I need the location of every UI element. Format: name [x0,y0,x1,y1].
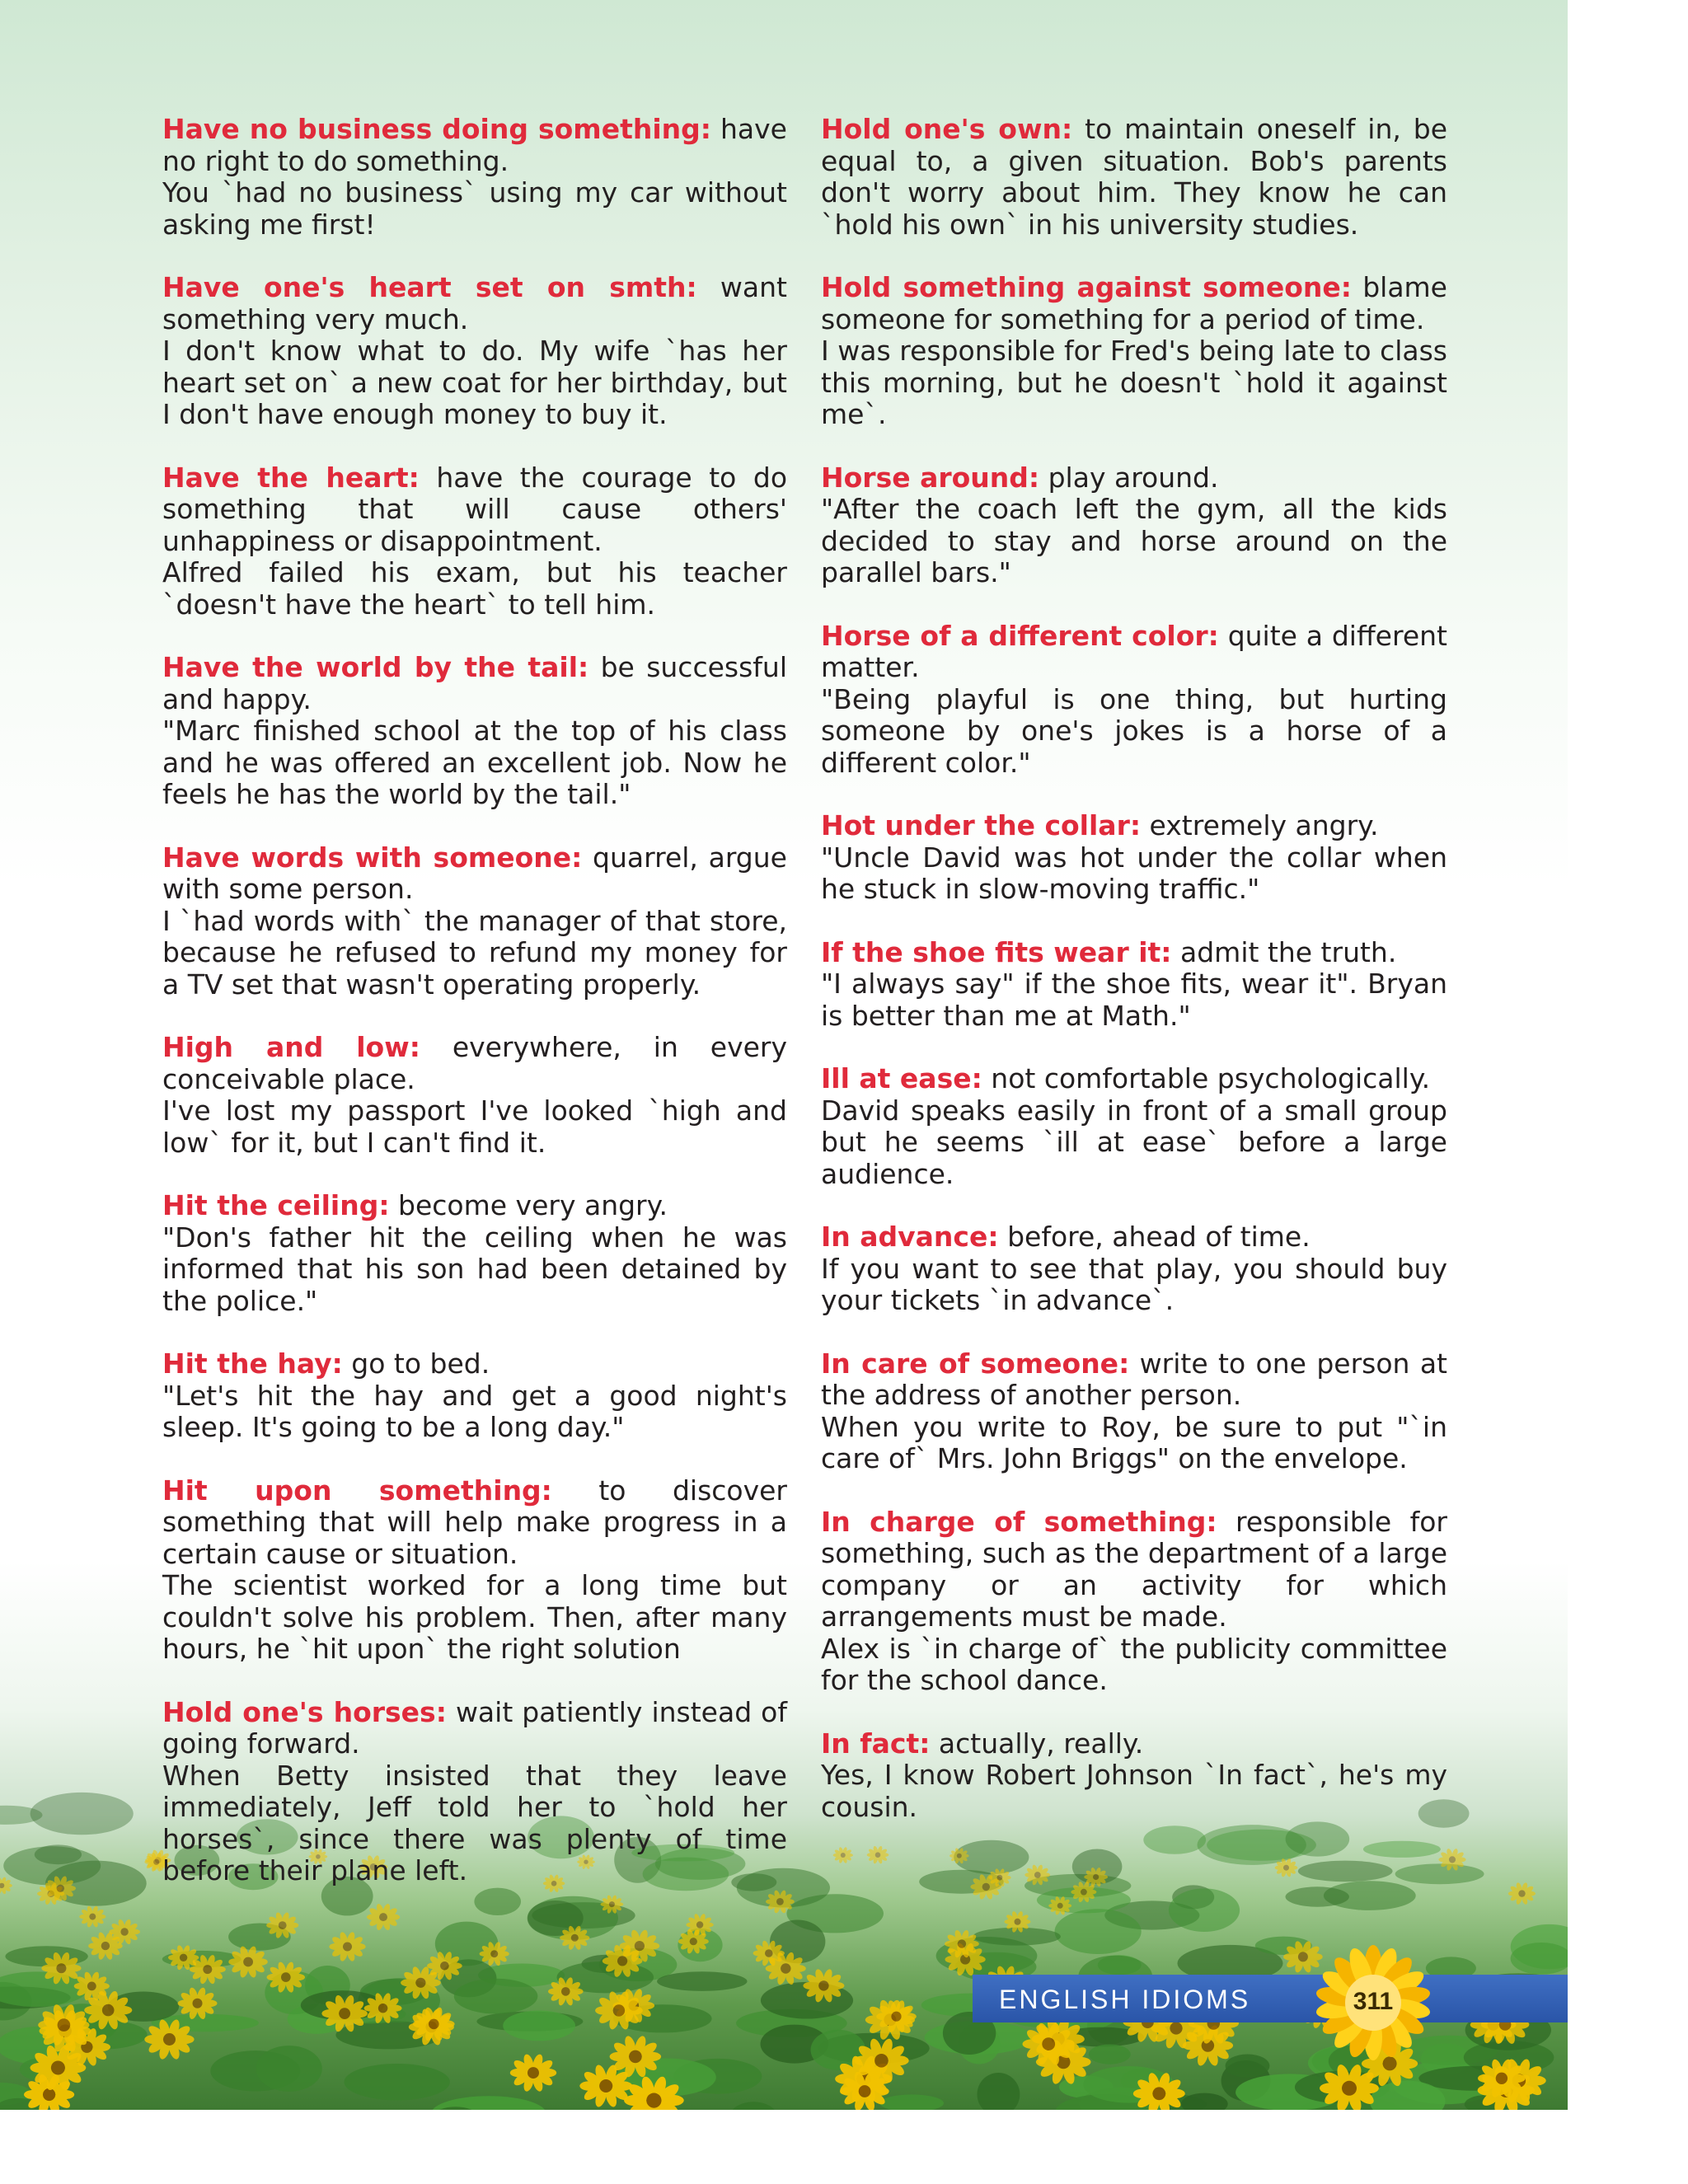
idiom-definition: wait patiently instead of going forward. When Betty insisted that they leave immediately, Jeff told her to `hold her horses`, since there was plenty of time before their plane left. [162,1695,787,1886]
idiom-term: Have one's heart set on smth: [162,271,697,303]
idiom-term: Hold one's own: [821,113,1073,145]
idiom-entry [162,462,787,621]
idiom-term: In care of someone: [821,1347,1130,1380]
idiom-entry [821,462,1447,589]
idiom-definition: responsible for something, such as the department of a large company or an activity for which arrangements must be made. Alex is `in charge of` the publicity committee for the school dance. [821,1505,1447,1696]
idiom-definition: extremely angry. "Uncle David was hot under the collar when he stuck in slow-moving traffic." [821,809,1447,905]
idiom-entry [162,652,787,811]
idiom-entry [821,937,1447,1033]
idiom-entry [821,1348,1447,1475]
idiom-entry [821,1507,1447,1697]
idiom-term: Horse around: [821,461,1040,494]
idiom-term: In fact: [821,1727,931,1760]
idiom-term: Hit the ceiling: [162,1189,390,1221]
idiom-definition: be successful and happy. "Marc finished school at the top of his class and he was offered an excellent job. Now he feels he has the world by the tail." [162,651,787,810]
idiom-term: Horse of a different color: [821,619,1219,652]
idiom-term: Have no business doing something: [162,113,711,145]
idiom-entry [821,114,1447,241]
idiom-definition: not comfortable psychologically. David speaks easily in front of a small group but he seems `ill at ease` before a large audience. [821,1062,1447,1190]
idiom-definition: quarrel, argue with some person. I `had words with` the manager of that store, because he refused to refund my money for a TV set that wasn't operating properly. [162,841,787,1001]
idiom-entry [821,1728,1447,1824]
idiom-entry [162,272,787,431]
idiom-term: In charge of something: [821,1505,1217,1538]
idiom-term: Have the world by the tail: [162,651,589,683]
idiom-definition: write to one person at the address of another person. When you write to Roy, be sure to put "`in care of` Mrs. John Briggs" on the envelope. [821,1347,1447,1474]
idiom-definition: become very angry. "Don's father hit the ceiling when he was informed that his son had been detained by the police." [162,1189,787,1317]
idiom-definition: have no right to do something. You `had no business` using my car without asking me first! [162,113,787,241]
idiom-entry [821,1221,1447,1317]
idiom-entry [162,114,787,241]
idiom-entry [162,1697,787,1887]
idiom-definition: before, ahead of time. If you want to see that play, you should buy your tickets `in advance`. [821,1221,1447,1316]
idiom-definition: admit the truth. "I always say" if the shoe fits, wear it". Bryan is better than me at Math." [821,935,1447,1032]
idiom-term: Have words with someone: [162,841,583,874]
left-column [162,114,787,1919]
idiom-entry [162,1475,787,1666]
idiom-entry [821,621,1447,780]
idiom-definition: to maintain oneself in, be equal to, a given situation. Bob's parents don't worry about him. They know he can `hold his own` in his university studies. [821,113,1448,241]
idiom-term: Hit the hay: [162,1347,343,1380]
page-number: 311 [1353,1988,1394,2015]
idiom-definition: play around. "After the coach left the gym, all the kids decided to stay and horse around on the parallel bars." [821,461,1447,588]
idiom-term: In advance: [821,1221,999,1253]
idiom-entry [162,842,787,1001]
idiom-definition: have the courage to do something that will cause others' unhappiness or disappointment. Alfred failed his exam, but his teacher `doesn't have the heart` to tell him. [162,461,788,621]
idiom-entry [162,1032,787,1159]
idiom-entry [162,1190,787,1317]
idiom-term: Hold something against someone: [821,271,1352,303]
idiom-term: Hot under the collar: [821,809,1142,841]
idiom-definition: want something very much. I don't know what to do. My wife `has her heart set on` a new coat for her birthday, but I don't have enough money to buy it. [162,271,787,430]
idiom-definition: everywhere, in every conceivable place. I've lost my passport I've looked `high and low` for it, but I can't find it. [162,1031,787,1159]
idiom-entry [162,1348,787,1444]
idiom-term: Hold one's horses: [162,1695,447,1728]
idiom-entry [821,1063,1447,1190]
idiom-definition: go to bed. "Let's hit the hay and get a good night's sleep. It's going to be a long day." [162,1347,787,1443]
right-column [821,114,1447,1854]
idiom-definition: quite a different matter. "Being playful is one thing, but hurting someone by one's jokes is a horse of a different color." [821,619,1447,779]
idiom-definition: actually, really. Yes, I know Robert Johnson `In fact`, he's my cousin. [821,1727,1447,1823]
idiom-definition: to discover something that will help make progress in a certain cause or situation. The scientist worked for a long time but couldn't solve his problem. Then, after many hours, he `hit upon` the right solution [162,1474,787,1665]
footer-label: ENGLISH IDIOMS [999,1985,1251,2014]
idiom-term: Hit upon something: [162,1474,552,1507]
idiom-term: If the shoe fits wear it: [821,935,1172,968]
idiom-entry [821,810,1447,906]
idiom-term: Ill at ease: [821,1062,982,1094]
idiom-term: Have the heart: [162,461,420,494]
idiom-definition: blame someone for something for a period of time. I was responsible for Fred's being late to class this morning, but he doesn't `hold it against me`. [821,271,1447,430]
idiom-term: High and low: [162,1031,420,1063]
idiom-entry [821,272,1447,431]
